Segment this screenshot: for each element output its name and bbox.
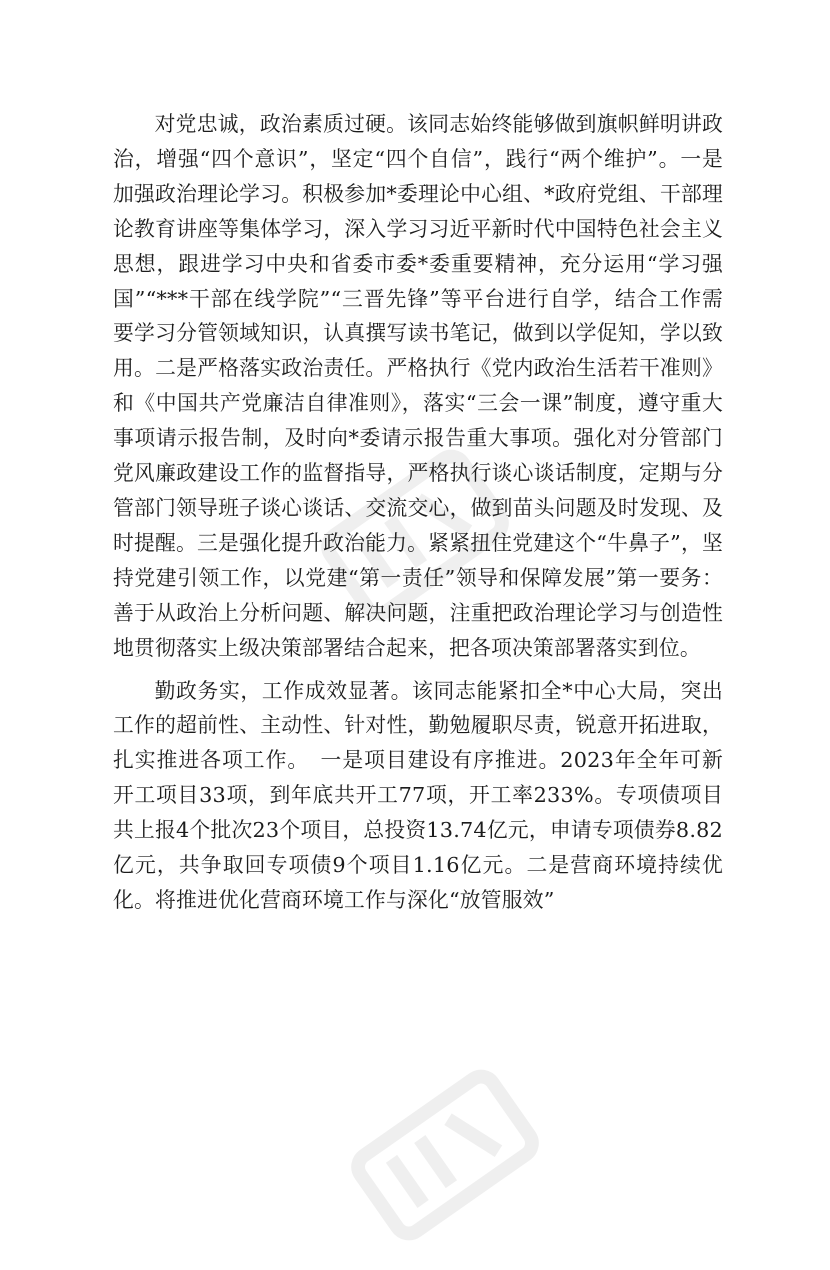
watermark-logo-icon <box>330 1040 560 1270</box>
body-paragraph-political-loyalty: 对党忠诚，政治素质过硬。该同志始终能够做到旗帜鲜明讲政治，增强“四个意识”，坚定“四个自信”，践行“两个维护”。一是加强政治理论学习。积极参加*委理论中心组、*政府党组、干部理论教育讲座等集体学习，深入学习习近平新时代中国特色社会主义思想，跟进学习中央和省委市委*委重要精神，充分运用“学习强国”“***干部在线学院”“三晋先锋”等平台进行自学，结合工作需要学习分管领域知识，认真撰写读书笔记，做到以学促知，学以致用。二是严格落实政治责任。严格执行《党内政治生活若干准则》和《中国共产党廉洁自律准则》，落实“三会一课”制度，遵守重大事项请示报告制，及时向*委请示报告重大事项。强化对分管部门党风廉政建设工作的监督指导，严格执行谈心谈话制度，定期与分管部门领导班子谈心谈话、交流交心，做到苗头问题及时发现、及时提醒。三是强化提升政治能力。紧紧扭住党建这个“牛鼻子”，坚持党建引领工作，以党建“第一责任”领导和保障发展”第一要务：善于从政治上分析问题、解决问题，注重把政治理论学习与创造性地贯彻落实上级决策部署结合起来，把各项决策部署落实到位。 <box>113 112 723 660</box>
body-paragraph-work-performance: 勤政务实，工作成效显著。该同志能紧扣全*中心大局，突出工作的超前性、主动性、针对性，勤勉履职尽责，锐意开拓进取，扎实推进各项工作。 一是项目建设有序推进。2023年全年可新开工项目33项，到年底共开工77项，开工率233%。专项债项目共上报4个批次23个项目，总投资13.74亿元，申请专项债券8.82亿元，共争取回专项债9个项目1.16亿元。二是营商环境持续优化。将推进优化营商环境工作与深化“放管服效” <box>113 678 723 912</box>
document-body <box>113 107 723 918</box>
